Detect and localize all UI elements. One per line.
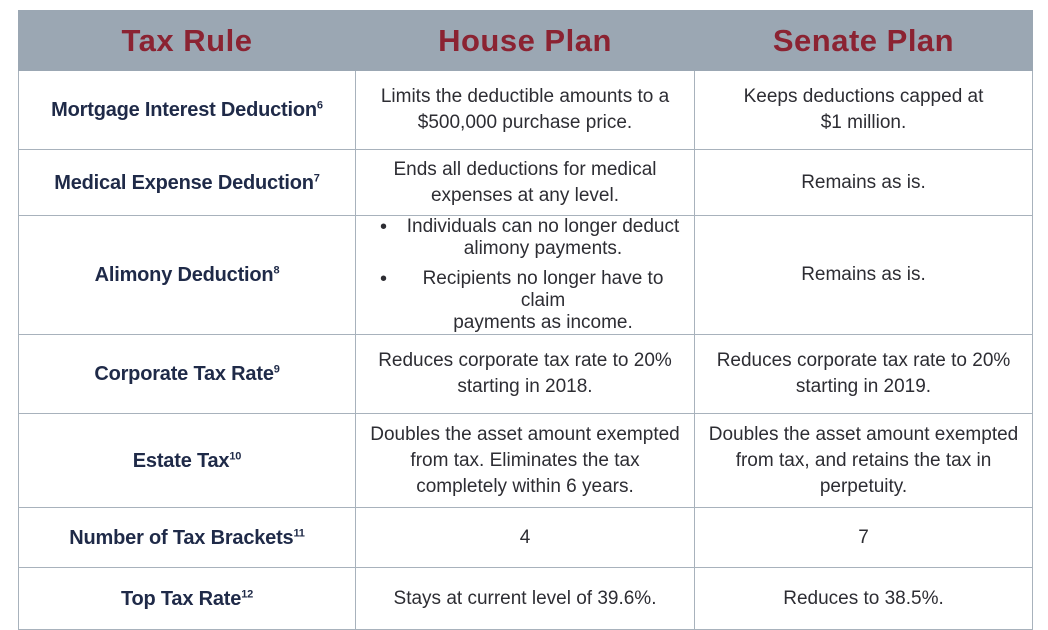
rule-label: Estate Tax	[132, 449, 230, 472]
senate-text-line: 7	[858, 526, 869, 548]
senate-cell	[695, 335, 1033, 414]
footnote-ref: 8	[273, 264, 280, 277]
house-cell	[356, 335, 695, 414]
bullet-text-line: alimony payments.	[463, 238, 623, 259]
footnote-ref: 9	[273, 363, 280, 376]
header-tax-rule: Tax Rule	[19, 11, 356, 71]
footnote-ref: 11	[293, 526, 305, 539]
bullet-item	[380, 216, 684, 260]
bullet-icon: •	[380, 216, 388, 238]
bullet-text-line: Individuals can no longer deduct	[406, 216, 680, 237]
senate-cell	[695, 414, 1033, 508]
rule-label: Mortgage Interest Deduction	[51, 99, 317, 121]
bullet-item	[380, 268, 684, 334]
table-row	[19, 150, 1033, 216]
house-text-line: starting in 2018.	[457, 376, 593, 397]
tax-comparison-table	[18, 10, 1033, 630]
house-text-line: Doubles the asset amount exempted	[370, 423, 680, 445]
senate-text-line: $1 million.	[820, 112, 907, 133]
rule-cell	[19, 568, 356, 630]
house-text-line: expenses at any level.	[430, 184, 619, 206]
footnote-ref: 10	[229, 449, 242, 462]
senate-text-line: Doubles the asset amount exempted	[708, 423, 1019, 445]
senate-cell	[695, 568, 1033, 630]
bullet-icon: •	[380, 268, 388, 290]
rule-label: Corporate Tax Rate	[94, 363, 274, 385]
senate-cell	[695, 216, 1033, 335]
footnote-ref: 6	[316, 99, 323, 112]
senate-cell	[695, 71, 1033, 150]
senate-text-line: from tax, and retains the tax in	[735, 449, 992, 471]
house-cell	[356, 216, 695, 335]
house-text-line: 4	[519, 526, 531, 548]
house-cell	[356, 150, 695, 216]
bullet-text-line: payments as income.	[453, 312, 633, 333]
house-text-line: Reduces corporate tax rate to 20%	[378, 350, 672, 371]
table-row	[19, 508, 1033, 568]
senate-text-line: perpetuity.	[819, 475, 908, 497]
senate-text-line: starting in 2019.	[795, 376, 932, 397]
house-text-line: from tax. Eliminates the tax	[410, 449, 640, 471]
house-cell	[356, 508, 695, 568]
bullet-text-line: Recipients no longer have to claim	[422, 268, 664, 311]
rule-cell	[19, 335, 356, 414]
footnote-ref: 12	[241, 587, 254, 600]
senate-text-line: Reduces corporate tax rate to 20%	[716, 350, 1011, 371]
table-row	[19, 414, 1033, 508]
house-text-line: Limits the deductible amounts to a	[380, 86, 670, 107]
house-text-line: Ends all deductions for medical	[393, 158, 657, 180]
footnote-ref: 7	[313, 171, 320, 184]
rule-cell	[19, 508, 356, 568]
table-row	[19, 216, 1033, 335]
table-row	[19, 568, 1033, 630]
rule-label: Alimony Deduction	[94, 264, 274, 286]
bullet-list	[380, 216, 684, 334]
rule-label: Number of Tax Brackets	[69, 526, 294, 549]
senate-text-line: Reduces to 38.5%.	[783, 587, 944, 609]
header-row	[19, 11, 1033, 71]
house-cell	[356, 71, 695, 150]
rule-label: Top Tax Rate	[120, 587, 242, 610]
rule-cell	[19, 150, 356, 216]
senate-text-line: Keeps deductions capped at	[743, 86, 984, 107]
house-text-line: Stays at current level of 39.6%.	[393, 587, 657, 609]
header-house-plan: House Plan	[356, 11, 695, 71]
senate-cell	[695, 508, 1033, 568]
rule-label: Medical Expense Deduction	[54, 171, 314, 194]
house-text-line: completely within 6 years.	[416, 475, 634, 497]
senate-cell	[695, 150, 1033, 216]
rule-cell	[19, 414, 356, 508]
house-cell	[356, 568, 695, 630]
header-senate-plan: Senate Plan	[695, 11, 1033, 71]
house-cell	[356, 414, 695, 508]
senate-text-line: Remains as is.	[801, 264, 926, 285]
senate-text-line: Remains as is.	[801, 171, 926, 193]
rule-cell	[19, 216, 356, 335]
table-row	[19, 335, 1033, 414]
rule-cell	[19, 71, 356, 150]
house-text-line: $500,000 purchase price.	[417, 112, 633, 133]
table-row	[19, 71, 1033, 150]
